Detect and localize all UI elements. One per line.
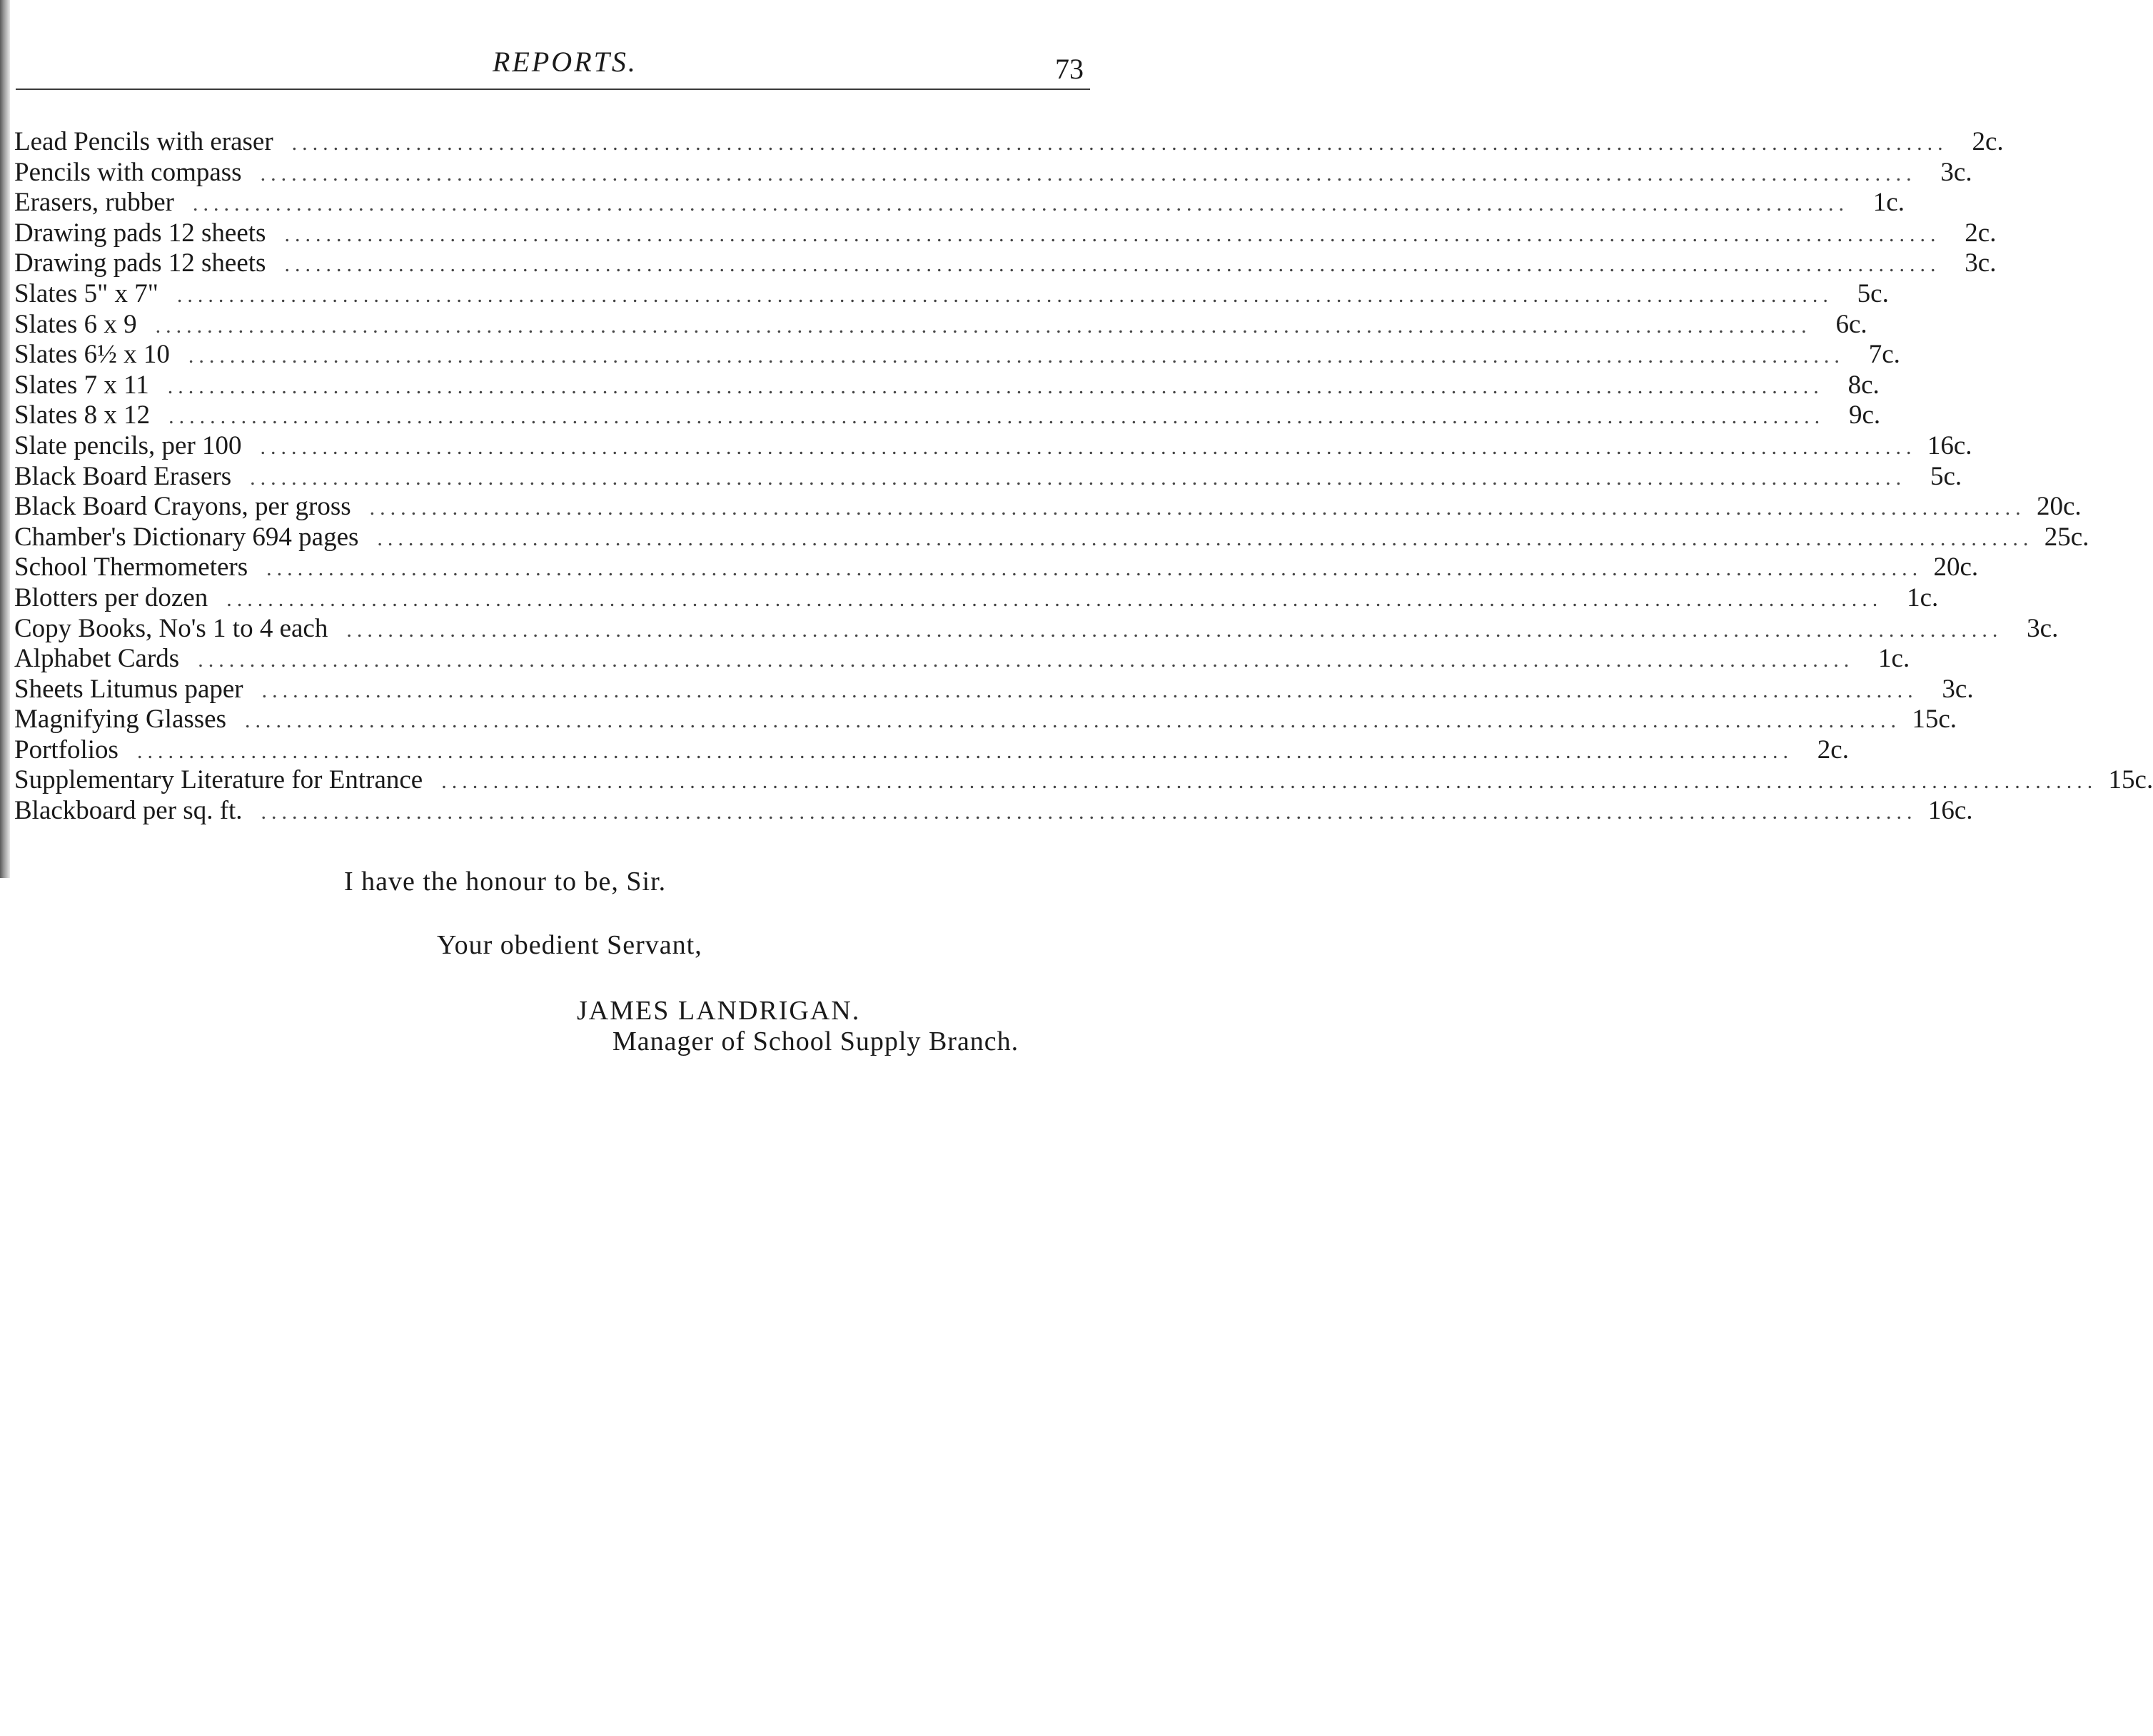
price-row [14,248,1997,279]
price-row [14,218,1997,249]
price-row [14,492,2082,523]
item-name: Lead Pencils with eraser [14,127,273,156]
item-name: Black Board Crayons, per gross [14,492,351,522]
price-row [14,644,1910,675]
dot-leader: ................................................................................................................................................................ [198,648,1855,672]
item-price: 2c. [1817,735,1849,764]
price-row [14,582,1939,614]
item-price: 6c. [1835,309,1867,339]
dot-leader: ................................................................................................................................................................ [245,709,1901,733]
item-name: Supplementary Literature for Entrance [14,765,423,795]
item-price: 3c. [1965,248,1997,278]
dot-leader: ................................................................................................................................................................ [346,617,2003,642]
price-list [14,127,2153,827]
item-price: 20c. [1933,552,1979,582]
item-price: 25c. [2044,522,2089,552]
item-name: Slate pencils, per 100 [14,430,242,460]
item-name: Copy Books, No's 1 to 4 each [14,613,328,643]
price-row [14,127,2004,158]
item-name: Slates 5" x 7" [14,278,158,308]
price-row [14,278,1889,310]
dot-leader: ................................................................................................................................................................ [260,161,1917,186]
dot-leader: ................................................................................................................................................................ [441,769,2098,794]
price-row [14,400,1881,431]
item-price: 1c. [1872,188,1905,218]
dot-leader: ................................................................................................................................................................ [226,587,1883,611]
item-name: Alphabet Cards [14,644,180,674]
item-name: Erasers, rubber [14,188,174,218]
price-row [14,705,1957,735]
salutation: Your obedient Servant, [437,930,702,960]
price-row [14,522,2089,553]
item-price: 16c. [1927,430,1972,460]
item-price: 5c. [1857,278,1889,308]
price-row [14,613,2059,645]
item-price: 15c. [2108,765,2153,795]
price-row [14,430,1972,462]
dot-leader: ................................................................................................................................................................ [188,344,1845,368]
item-name: School Thermometers [14,552,248,582]
item-name: Drawing pads 12 sheets [14,218,266,248]
item-name: Portfolios [14,735,119,764]
item-name: Slates 8 x 12 [14,400,151,430]
dot-leader: ................................................................................................................................................................ [136,739,1793,763]
price-row [14,340,1900,370]
item-price: 2c. [1965,218,1997,248]
closing-line: I have the honour to be, Sir. [344,867,667,897]
item-price: 9c. [1848,400,1881,430]
dot-leader: ................................................................................................................................................................ [266,557,1923,581]
price-row [14,674,1974,705]
signer-title: Manager of School Supply Branch. [612,1026,1019,1056]
item-name: Slates 7 x 11 [14,370,149,400]
item-name: Magnifying Glasses [14,705,226,735]
item-price: 20c. [2036,492,2082,522]
dot-leader: ................................................................................................................................................................ [250,465,1907,490]
dot-leader: ................................................................................................................................................................ [377,526,2034,550]
dot-leader: ................................................................................................................................................................ [284,253,1941,277]
dot-leader: ................................................................................................................................................................ [261,678,1918,702]
item-name: Blotters per dozen [14,582,208,612]
price-row [14,461,1962,493]
running-head [0,44,1204,87]
dot-leader: ................................................................................................................................................................ [260,435,1917,459]
item-price: 15c. [1912,705,1957,735]
dot-leader: ................................................................................................................................................................ [291,131,1948,155]
price-row [14,370,1880,401]
item-price: 3c. [1940,157,1972,187]
page-binding-edge [0,0,10,878]
dot-leader: ................................................................................................................................................................ [284,222,1941,246]
price-row [14,188,1905,218]
signer-name: JAMES LANDRIGAN. [577,996,861,1026]
item-price: 1c. [1907,582,1939,612]
dot-leader: ................................................................................................................................................................ [168,405,1825,429]
dot-leader: ................................................................................................................................................................ [369,496,2026,520]
item-price: 16c. [1927,796,1973,826]
item-name: Sheets Litumus paper [14,674,243,704]
dot-leader: ................................................................................................................................................................ [167,374,1824,398]
running-title: REPORTS. [493,46,637,78]
price-row [14,796,1973,827]
header-rule [16,89,1090,90]
item-price: 3c. [2027,613,2059,643]
price-row [14,157,1972,188]
dot-leader: ................................................................................................................................................................ [176,283,1833,307]
item-name: Pencils with compass [14,157,242,187]
item-price: 5c. [1930,461,1962,491]
item-name: Slates 6½ x 10 [14,340,170,370]
dot-leader: ................................................................................................................................................................ [192,192,1849,216]
item-price: 3c. [1942,674,1974,704]
page-number: 73 [1055,53,1084,85]
dot-leader: ................................................................................................................................................................ [155,313,1812,338]
price-row [14,735,1849,766]
item-price: 8c. [1847,370,1880,400]
price-row [14,765,2153,796]
item-name: Slates 6 x 9 [14,309,137,339]
price-row [14,552,1979,583]
item-name: Chamber's Dictionary 694 pages [14,522,359,552]
item-name: Blackboard per sq. ft. [14,796,243,826]
item-price: 7c. [1868,340,1900,370]
price-row [14,309,1867,340]
item-name: Black Board Erasers [14,461,232,491]
item-name: Drawing pads 12 sheets [14,248,266,278]
item-price: 1c. [1878,644,1910,674]
dot-leader: ................................................................................................................................................................ [261,800,1917,824]
item-price: 2c. [1972,127,2004,156]
